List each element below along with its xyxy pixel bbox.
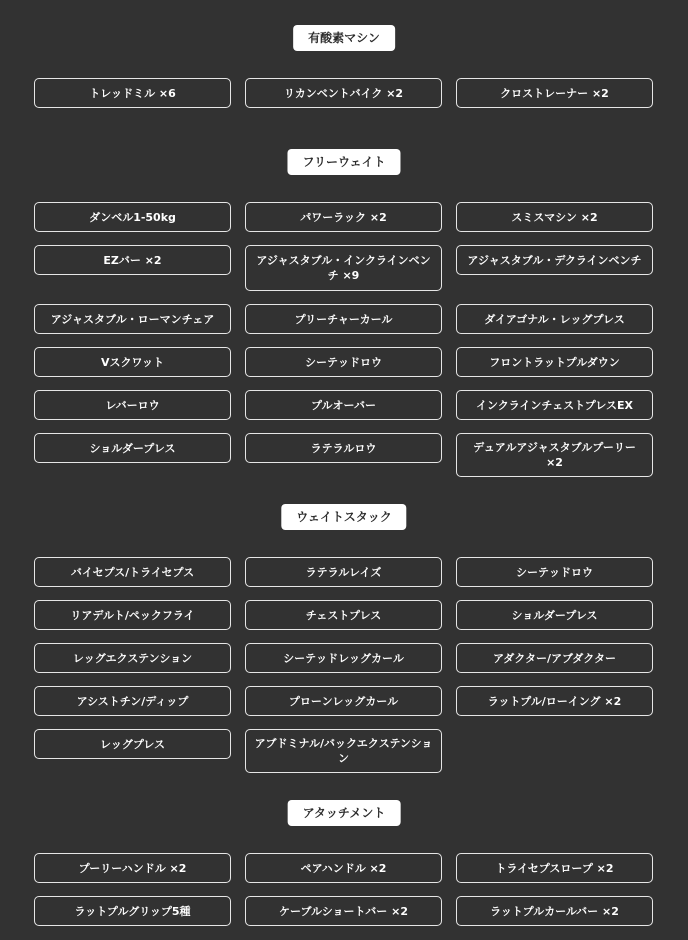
equipment-grid	[34, 853, 654, 926]
equipment-item[interactable]: アジャスタブル・インクラインベンチ ×9	[245, 245, 442, 291]
section-title: ウェイトスタック	[281, 504, 406, 530]
equipment-item[interactable]: レバーロウ	[34, 390, 231, 420]
equipment-item[interactable]: ラットプル/ローイング ×2	[456, 686, 653, 716]
equipment-item[interactable]: デュアルアジャスタブルプーリー ×2	[456, 433, 653, 477]
equipment-item[interactable]: パワーラック ×2	[245, 202, 442, 232]
equipment-item[interactable]: Vスクワット	[34, 347, 231, 377]
equipment-item[interactable]: フロントラットプルダウン	[456, 347, 653, 377]
equipment-item[interactable]: トレッドミル ×6	[34, 78, 231, 108]
equipment-item[interactable]: ラットプルグリップ5種	[34, 896, 231, 926]
equipment-item[interactable]: プローンレッグカール	[245, 686, 442, 716]
equipment-grid	[34, 78, 654, 108]
equipment-item[interactable]: アジャスタブル・ローマンチェア	[34, 304, 231, 334]
equipment-grid	[34, 557, 654, 773]
equipment-item[interactable]: アジャスタブル・デクラインベンチ	[456, 245, 653, 275]
equipment-item[interactable]: シーテッドロウ	[245, 347, 442, 377]
equipment-item[interactable]: クロストレーナー ×2	[456, 78, 653, 108]
section-title: フリーウェイト	[287, 149, 400, 175]
equipment-item[interactable]: アシストチン/ディップ	[34, 686, 231, 716]
equipment-item[interactable]: アブドミナル/バックエクステンション	[245, 729, 442, 773]
equipment-item[interactable]: ペアハンドル ×2	[245, 853, 442, 883]
section-title: アタッチメント	[288, 800, 401, 826]
equipment-item[interactable]: ラテラルレイズ	[245, 557, 442, 587]
equipment-item[interactable]: リアデルト/ペックフライ	[34, 600, 231, 630]
equipment-item[interactable]: ラテラルロウ	[245, 433, 442, 463]
equipment-item[interactable]: ショルダープレス	[34, 433, 231, 463]
equipment-item[interactable]: インクラインチェストプレスEX	[456, 390, 653, 420]
equipment-grid	[34, 202, 654, 477]
equipment-item[interactable]: プルオーバー	[245, 390, 442, 420]
equipment-item[interactable]: リカンベントバイク ×2	[245, 78, 442, 108]
equipment-item[interactable]: バイセプス/トライセプス	[34, 557, 231, 587]
equipment-item[interactable]: EZバー ×2	[34, 245, 231, 275]
equipment-item[interactable]: チェストプレス	[245, 600, 442, 630]
equipment-item[interactable]: シーテッドロウ	[456, 557, 653, 587]
equipment-item[interactable]: レッグプレス	[34, 729, 231, 759]
equipment-item[interactable]: トライセプスロープ ×2	[456, 853, 653, 883]
equipment-item[interactable]: スミスマシン ×2	[456, 202, 653, 232]
equipment-item[interactable]: ラットプルカールバー ×2	[456, 896, 653, 926]
section-title: 有酸素マシン	[293, 25, 395, 51]
equipment-item[interactable]: レッグエクステンション	[34, 643, 231, 673]
equipment-item[interactable]: ショルダープレス	[456, 600, 653, 630]
equipment-item[interactable]: ダンベル1-50kg	[34, 202, 231, 232]
equipment-item[interactable]: プリーチャーカール	[245, 304, 442, 334]
equipment-item[interactable]: シーテッドレッグカール	[245, 643, 442, 673]
equipment-item[interactable]: ダイアゴナル・レッグプレス	[456, 304, 653, 334]
equipment-item[interactable]: ケーブルショートバー ×2	[245, 896, 442, 926]
equipment-item[interactable]: プーリーハンドル ×2	[34, 853, 231, 883]
equipment-item[interactable]: アダクター/アブダクター	[456, 643, 653, 673]
